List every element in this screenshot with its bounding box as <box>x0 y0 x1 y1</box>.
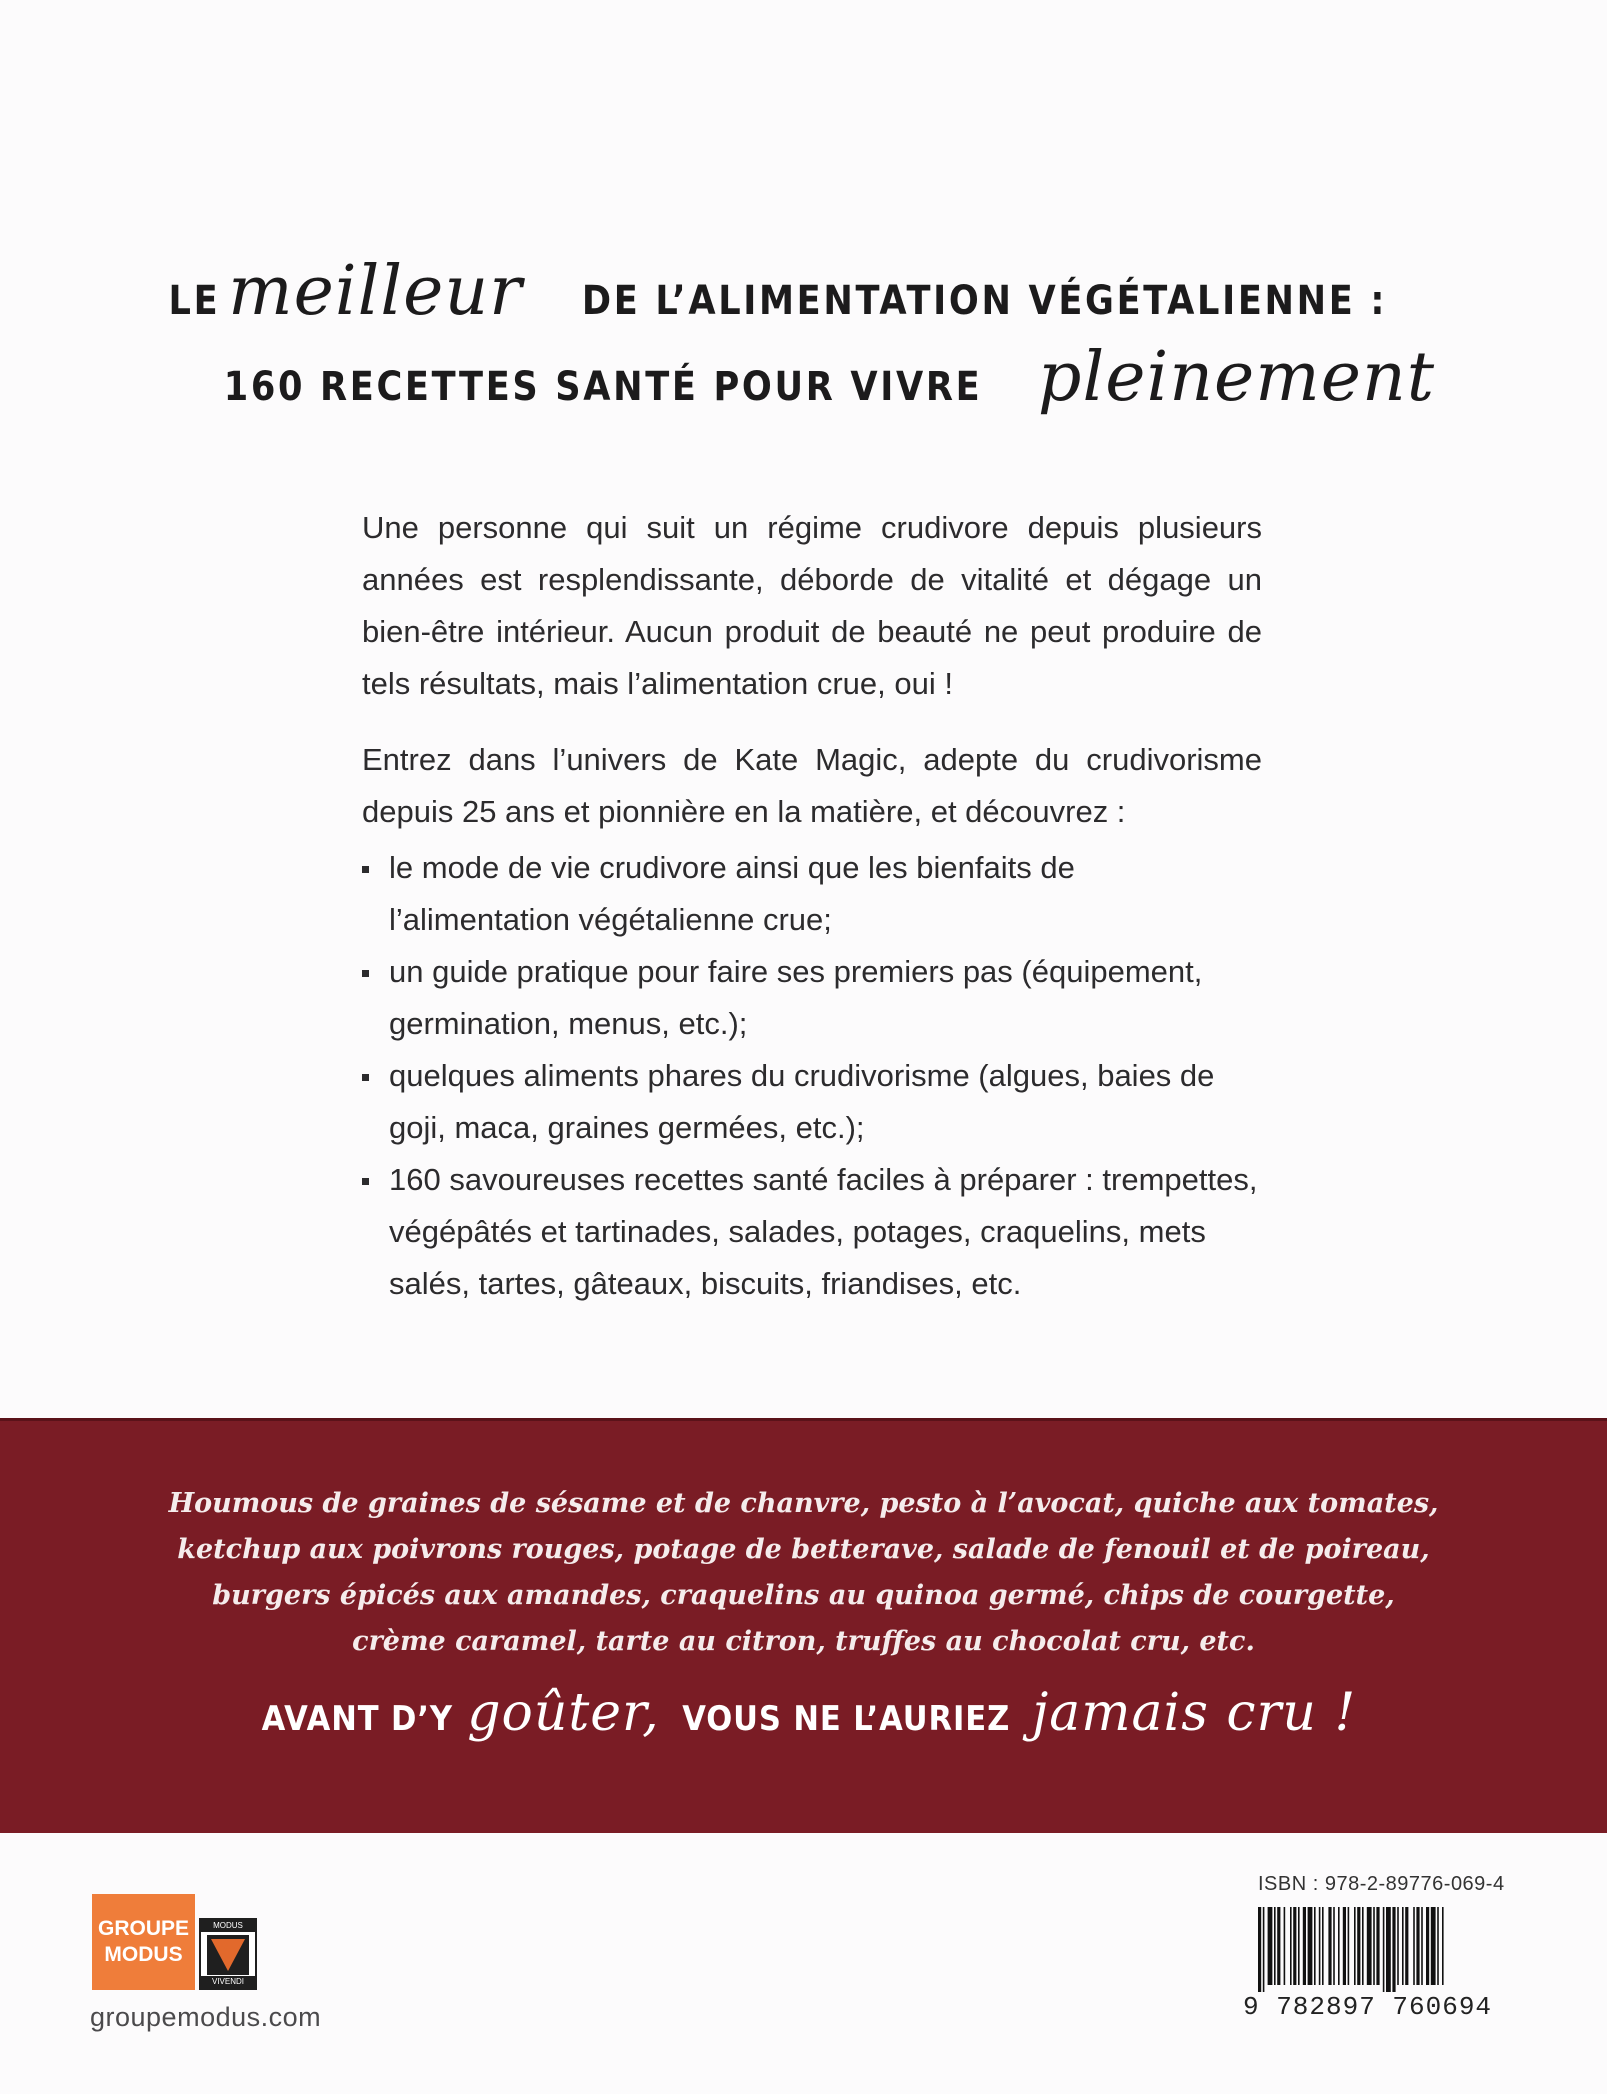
bullet-icon <box>362 970 369 977</box>
list-item-text: 160 savoureuses recettes santé faciles à préparer : trempettes, végépâtés et tartinades, salades, potages, craquelins, mets salés, tartes, gâteaux, biscuits, friandises, etc. <box>389 1162 1258 1301</box>
list-item-text: quelques aliments phares du crudivorisme (algues, baies de goji, maca, graines germées, etc.); <box>389 1058 1215 1145</box>
headline-script-pleinement: pleinement <box>1037 338 1436 417</box>
headline-word-le: LE <box>168 278 221 324</box>
imprint-bottom-label: VIVENDI <box>201 1976 255 1988</box>
logo-line-1: GROUPE <box>97 1917 189 1940</box>
groupe-modus-logo <box>92 1894 195 1990</box>
publisher-url: groupemodus.com <box>90 2002 322 2032</box>
list-item <box>362 1154 1262 1310</box>
tagline-script-gouter: goûter, <box>467 1683 660 1743</box>
isbn-label: ISBN : 978-2-89776-069-4 <box>1258 1873 1505 1895</box>
bullet-icon <box>362 1074 369 1081</box>
list-item-text: un guide pratique pour faire ses premiers pas (équipement, germination, menus, etc.); <box>389 954 1203 1041</box>
imprint-top-label: MODUS <box>201 1920 255 1932</box>
description <box>362 502 1262 1310</box>
headline-text-recettes: 160 RECETTES SANTÉ POUR VIVRE <box>223 364 983 410</box>
tagline-script-jamais-cru: jamais cru ! <box>1032 1683 1357 1743</box>
tagline-text-avant: AVANT D’Y <box>261 1699 453 1739</box>
description-paragraph-2: Entrez dans l’univers de Kate Magic, adepte du crudivorisme depuis 25 ans et pionnière en la matière, et découvrez : <box>362 742 1262 829</box>
recipe-line: crème caramel, tarte au citron, truffes au chocolat cru, etc. <box>352 1626 1255 1657</box>
logo-line-2: MODUS <box>104 1943 183 1966</box>
feature-list <box>362 842 1262 1310</box>
list-item <box>362 1050 1262 1154</box>
recipe-line: Houmous de graines de sésame et de chanvre, pesto à l’avocat, quiche aux tomates, <box>168 1488 1439 1519</box>
v-mark-icon <box>207 1935 249 1975</box>
barcode-icon <box>1258 1907 1518 1993</box>
recipe-line: ketchup aux poivrons rouges, potage de betterave, salade de fenouil et de poireau, <box>177 1534 1430 1565</box>
list-item <box>362 946 1262 1050</box>
tagline <box>0 1683 1607 1743</box>
list-item-text: le mode de vie crudivore ainsi que les bienfaits de l’alimentation végétalienne crue; <box>389 850 1075 937</box>
headline-line-2 <box>0 338 1607 417</box>
description-paragraph-1: Une personne qui suit un régime crudivore depuis plusieurs années est resplendissante, déborde de vitalité et dégage un bien-être intérieur. Aucun produit de beauté ne peut produire de tels résultats, mais l’alimentation crue, oui ! <box>362 510 1262 701</box>
modus-vivendi-logo <box>199 1918 257 1990</box>
barcode-digits: 9 782897 760694 <box>1243 1992 1493 2022</box>
bullet-icon <box>362 866 369 873</box>
headline-text-alimentation: DE L’ALIMENTATION VÉGÉTALIENNE : <box>581 278 1387 324</box>
bullet-icon <box>362 1178 369 1185</box>
headline-script-meilleur: meilleur <box>228 252 523 331</box>
recipe-line: burgers épicés aux amandes, craquelins au quinoa germé, chips de courgette, <box>212 1580 1395 1611</box>
list-item <box>362 842 1262 946</box>
headline-line-1 <box>0 252 1607 331</box>
recipe-examples <box>0 1481 1607 1665</box>
recipe-band <box>0 1418 1607 1833</box>
tagline-text-vous: VOUS NE L’AURIEZ <box>681 1699 1010 1739</box>
